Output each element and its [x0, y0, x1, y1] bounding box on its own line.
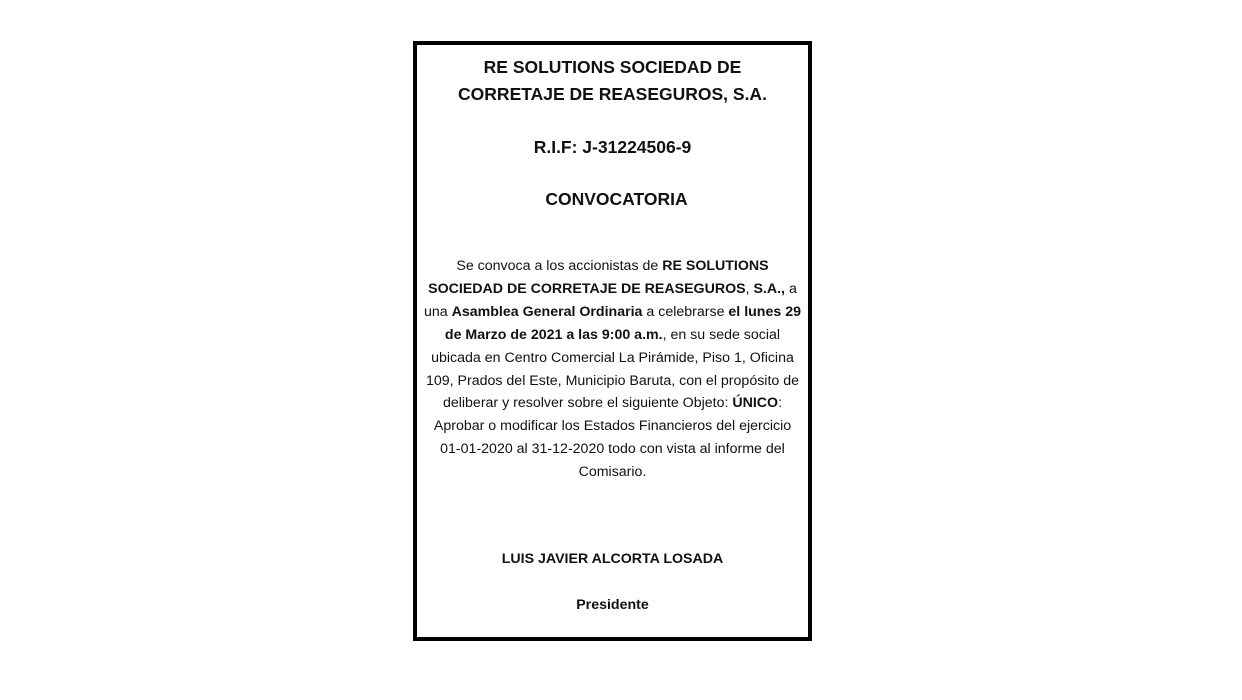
signer-role: Presidente — [576, 597, 649, 613]
company-name-line-2: CORRETAJE DE REASEGUROS, S.A. — [458, 84, 767, 104]
body-assembly-type: Asamblea General Ordinaria — [451, 303, 643, 320]
body-sole-item: ÚNICO — [732, 395, 779, 412]
notice-heading: CONVOCATORIA — [545, 189, 688, 209]
body-company-name: RE SOLUTIONS SOCIEDAD DE CORRETAJE DE REASEGUROS — [428, 258, 769, 297]
body-text: : Aprobar o modificar los Estados Financieros del ejercicio 01-01-2020 al 31-12-2020 todo con vista al informe del Comisario. — [433, 395, 792, 481]
company-name-line-1: RE SOLUTIONS SOCIEDAD DE — [483, 57, 742, 77]
notice-body — [423, 255, 802, 484]
body-date-time: el lunes 29 de Marzo de 2021 a las 9:00 a.m. — [444, 303, 801, 343]
rif-number: R.I.F: J-31224506-9 — [533, 137, 692, 157]
signer-name: LUIS JAVIER ALCORTA LOSADA — [501, 551, 724, 567]
body-text: a celebrarse — [642, 303, 729, 320]
convocatoria-notice — [413, 41, 812, 641]
body-company-suffix: S.A., — [753, 280, 786, 297]
body-text: a una — [424, 280, 797, 320]
body-text: , — [745, 280, 754, 297]
body-text: , en su sede social ubicada en Centro Comercial La Pirámide, Piso 1, Oficina 109, Prados del Este, Municipio Baruta, con el propósito de deliberar y resolver sobre el siguiente Objeto: — [425, 326, 800, 412]
body-text: Se convoca a los accionistas de — [456, 258, 663, 274]
company-name — [417, 54, 808, 108]
